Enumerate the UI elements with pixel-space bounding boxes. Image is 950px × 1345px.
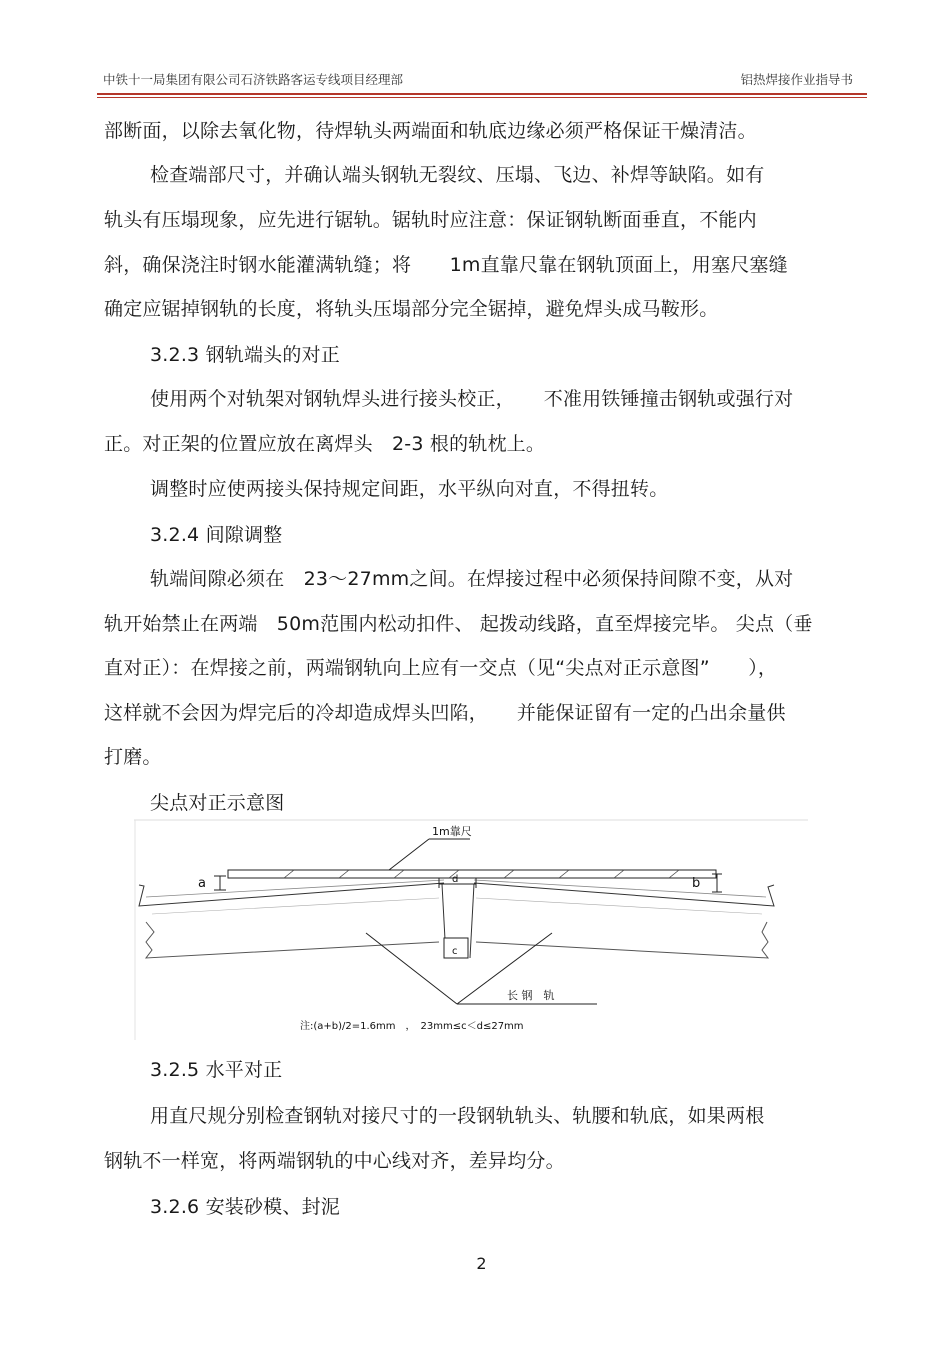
- paragraph-line: 检查端部尺寸，并确认端头钢轨无裂纹、压塌、飞边、补焊等缺陷。如有: [150, 164, 765, 186]
- paragraph-line: 轨开始禁止在两端 50m范围内松动扣件、 起拨动线路，直至焊接完毕。 尖点（垂: [104, 613, 813, 635]
- paragraph-line: 确定应锯掉钢轨的长度，将轨头压塌部分完全锯掉，避免焊头成马鞍形。: [104, 298, 719, 320]
- paragraph-line: 用直尺规分别检查钢轨对接尺寸的一段钢轨轨头、轨腰和轨底，如果两根: [150, 1105, 765, 1127]
- paragraph-line: 部断面，以除去氧化物，待焊轨头两端面和轨底边缘必须严格保证干燥清洁。: [104, 120, 757, 142]
- label-a: a: [198, 876, 206, 891]
- straight-ruler: [228, 870, 716, 878]
- paragraph-line: 斜，确保浇注时钢水能灌满轨缝；将 1m直靠尺靠在钢轨顶面上，用塞尺塞缝: [104, 254, 788, 276]
- paragraph-line: 正。对正架的位置应放在离焊头 2-3 根的轨枕上。: [104, 433, 546, 455]
- section-heading: 3.2.4 间隙调整: [150, 524, 283, 546]
- paragraph-line: 打磨。: [104, 746, 162, 768]
- paragraph-line: 这样就不会因为焊完后的冷却造成焊头凹陷， 并能保证留有一定的凸出余量供: [104, 702, 786, 724]
- label-c: c: [452, 946, 458, 957]
- figure-note: 注:(a+b)/2=1.6mm ， 23mm≤c＜d≤27mm: [300, 1021, 524, 1032]
- paragraph-line: 钢轨不一样宽，将两端钢轨的中心线对齐，差异均分。: [104, 1150, 565, 1172]
- paragraph-line: 使用两个对轨架对钢轨焊头进行接头校正， 不准用铁锤撞击钢轨或强行对: [150, 388, 794, 410]
- header-rule: [97, 93, 867, 95]
- label-d: d: [452, 874, 459, 885]
- header-left: 中铁十一局集团有限公司石济铁路客运专线项目经理部: [103, 72, 404, 87]
- header-right: 铝热焊接作业指导书: [740, 72, 853, 87]
- section-heading: 3.2.6 安装砂模、封泥: [150, 1196, 340, 1218]
- paragraph-line: 轨端间隙必须在 23～27mm之间。在焊接过程中必须保持间隙不变，从对: [150, 568, 794, 590]
- section-heading: 3.2.5 水平对正: [150, 1059, 283, 1081]
- long-rail-label: 长 钢 轨: [507, 989, 555, 1002]
- tip-alignment-diagram: [134, 818, 808, 1040]
- paragraph-line: 轨头有压塌现象，应先进行锯轨。锯轨时应注意：保证钢轨断面垂直，不能内: [104, 209, 757, 231]
- figure-caption: 尖点对正示意图: [150, 792, 285, 814]
- ruler-label: 1m靠尺: [432, 825, 472, 838]
- page-number: 2: [476, 1254, 487, 1273]
- paragraph-line: 直对正）：在焊接之前，两端钢轨向上应有一交点（见“尖点对正示意图” ），: [104, 657, 778, 679]
- header-rule-thin: [97, 97, 867, 98]
- label-b: b: [692, 876, 701, 891]
- section-heading: 3.2.3 钢轨端头的对正: [150, 344, 340, 366]
- paragraph-line: 调整时应使两接头保持规定间距，水平纵向对直，不得扭转。: [150, 478, 669, 500]
